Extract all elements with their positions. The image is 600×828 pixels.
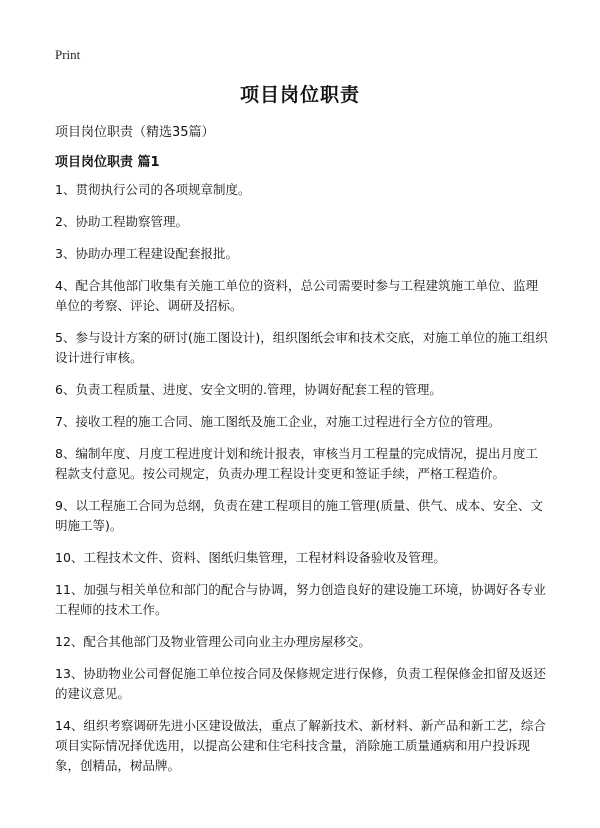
list-item: 7、接收工程的施工合同、施工图纸及施工企业，对施工过程进行全方位的管理。 (55, 414, 501, 429)
list-item: 2、协助工程勘察管理。 (55, 214, 188, 229)
list-item: 13、协助物业公司督促施工单位按合同及保修规定进行保修，负责工程保修金扣留及返还的建议意见。 (55, 666, 546, 701)
list-item: 3、协助办理工程建设配套报批。 (55, 246, 238, 261)
list-item: 6、负责工程质量、进度、安全文明的.管理，协调好配套工程的管理。 (55, 382, 442, 397)
list-item: 4、配合其他部门收集有关施工单位的资料，总公司需要时参与工程建筑施工单位、监理单位的考察、评论、调研及招标。 (55, 278, 538, 313)
duty-list (55, 180, 550, 788)
page-title: 项目岗位职责 (239, 84, 360, 106)
document-subtitle: 项目岗位职责（精选35篇） (55, 125, 215, 140)
section-heading: 项目岗位职责 篇1 (55, 155, 160, 170)
list-item: 9、以工程施工合同为总纲，负责在建工程项目的施工管理(质量、供气、成本、安全、文明施工等)。 (55, 498, 543, 533)
list-item: 14、组织考察调研先进小区建设做法，重点了解新技术、新材料、新产品和新工艺，综合项目实际情况择优选用，以提高公建和住宅科技含量，消除施工质量通病和用户投诉现象，创精品，树品牌。 (55, 718, 546, 773)
list-item: 5、参与设计方案的研讨(施工图设计)，组织图纸会审和技术交底，对施工单位的施工组织设计进行审核。 (55, 330, 548, 365)
list-item: 10、工程技术文件、资料、图纸归集管理，工程材料设备验收及管理。 (55, 550, 446, 565)
print-link[interactable]: Print (55, 47, 81, 62)
list-item: 12、配合其他部门及物业管理公司向业主办理房屋移交。 (55, 634, 371, 649)
list-item: 11、加强与相关单位和部门的配合与协调，努力创造良好的建设施工环境，协调好各专业工程师的技术工作。 (55, 582, 546, 617)
list-item: 8、编制年度、月度工程进度计划和统计报表，审核当月工程量的完成情况，提出月度工程款支付意见。按公司规定，负责办理工程设计变更和签证手续，严格工程造价。 (55, 446, 538, 481)
list-item: 1、贯彻执行公司的各项规章制度。 (55, 182, 251, 197)
